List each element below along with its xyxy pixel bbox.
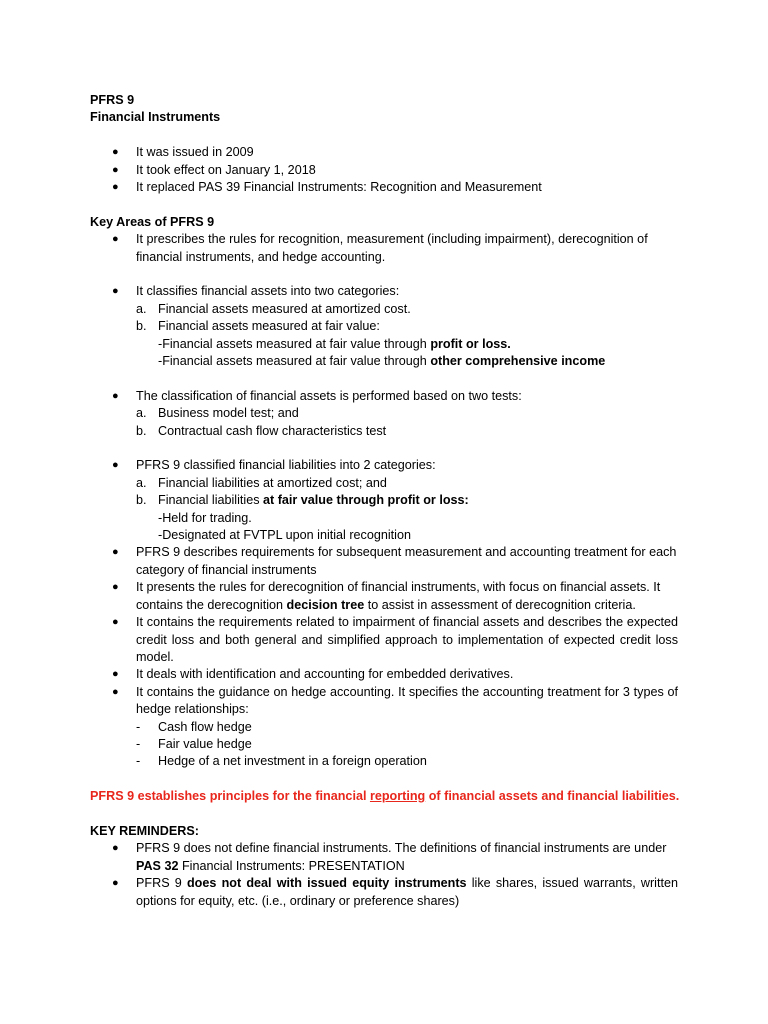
sub-list-item: a. Financial liabilities at amortized cost; and <box>136 475 387 490</box>
sub-list <box>136 405 678 440</box>
doc-title: PFRS 9 <box>90 93 135 107</box>
sub-list-item: - Fair value hedge <box>136 736 252 751</box>
list-item: ● PFRS 9 does not deal with issued equity instruments like shares, issued warrants, written options for equity, etc. (i.e., ordinary or preference shares) <box>112 876 678 908</box>
list-item: ● It deals with identification and accounting for embedded derivatives. <box>90 666 678 683</box>
sub-list <box>136 301 678 336</box>
list-item: ● PFRS 9 describes requirements for subsequent measurement and accounting treatment for each category of financial instruments <box>112 545 677 577</box>
bullet-icon: ● <box>112 546 119 559</box>
list-item: ● It took effect on January 1, 2018 <box>90 162 678 179</box>
list-item: ● It classifies financial assets into two categories: a. Financial assets measured at amortized cost. b. Financial assets measured at fair value: -Financial assets measured at fair value through profit or loss. -Financial assets measured at fair value through other comprehensive income <box>90 283 678 370</box>
sub-list-item: b. Financial assets measured at fair value: <box>136 319 380 334</box>
bullet-icon: ● <box>112 163 119 176</box>
bullet-icon: ● <box>112 685 119 698</box>
intro-bullet-list <box>90 144 678 196</box>
list-item: ● PFRS 9 classified financial liabilities into 2 categories: a. Financial liabilities at amortized cost; and b. Financial liabilities at fair value through profit or loss: -Held for trading. -Designated at FVTPL upon initial recognition <box>90 457 678 544</box>
sub-list-item: - Cash flow hedge <box>136 719 252 734</box>
document-body <box>90 92 678 910</box>
bullet-icon: ● <box>112 146 119 159</box>
sub-list-item: b. Financial liabilities at fair value through profit or loss: <box>136 493 469 508</box>
sub-list-item: a. Financial assets measured at amortized cost. <box>136 301 411 316</box>
bullet-icon: ● <box>112 616 119 629</box>
list-item: ● It presents the rules for derecognition of financial instruments, with focus on financial assets. It contains the derecognition decision tree to assist in assessment of derecognition criteria. <box>112 580 661 612</box>
bullet-icon: ● <box>112 459 119 472</box>
principle-statement: PFRS 9 establishes principles for the financial reporting of financial assets and financial liabilities. <box>90 789 680 804</box>
bullet-icon: ● <box>112 877 119 890</box>
sub-item: -Financial assets measured at fair value through other comprehensive income <box>158 354 606 369</box>
list-item: ● It was issued in 2009 <box>90 144 678 161</box>
list-item: ● PFRS 9 does not define financial instruments. The definitions of financial instruments are under PAS 32 Financial Instruments: PRESENTATION <box>112 841 667 873</box>
bullet-icon: ● <box>112 285 119 298</box>
bullet-icon: ● <box>112 581 119 594</box>
bullet-icon: ● <box>112 668 119 681</box>
key-areas-list <box>90 231 678 771</box>
key-areas-heading: Key Areas of PFRS 9 <box>90 214 215 229</box>
hedge-type-list <box>136 719 678 771</box>
sub-item: -Designated at FVTPL upon initial recognition <box>158 528 411 543</box>
sub-list-item: a. Business model test; and <box>136 406 299 421</box>
sub-list-item: - Hedge of a net investment in a foreign operation <box>136 754 427 769</box>
key-reminders-heading: KEY REMINDERS: <box>90 823 199 838</box>
list-item: ● The classification of financial assets is performed based on two tests: a. Business model test; and b. Contractual cash flow characteristics test <box>90 388 678 440</box>
bullet-icon: ● <box>112 389 119 402</box>
bullet-icon: ● <box>112 181 119 194</box>
list-item: ● It replaced PAS 39 Financial Instruments: Recognition and Measurement <box>90 179 678 196</box>
sub-list-item: b. Contractual cash flow characteristics test <box>136 423 387 438</box>
key-area-text: It prescribes the rules for recognition, measurement (including impairment), derecognition of financial instruments, and hedge accounting. <box>136 232 648 264</box>
list-item: ● It contains the requirements related to impairment of financial assets and describes the expected credit loss and both general and simplified approach to implementation of expected credit loss model. <box>112 615 678 664</box>
bullet-icon: ● <box>112 842 119 855</box>
doc-subtitle: Financial Instruments <box>90 110 221 125</box>
sub-item: -Financial assets measured at fair value through profit or loss. <box>158 336 511 351</box>
sub-list <box>136 475 678 510</box>
list-item <box>90 231 678 266</box>
reminders-list <box>90 840 678 910</box>
sub-item: -Held for trading. <box>158 510 252 525</box>
list-item: ● It contains the guidance on hedge accounting. It specifies the accounting treatment for 3 types of hedge relationships: - Cash flow hedge - Fair value hedge - Hedge of a net investment in a foreign operation <box>90 684 678 771</box>
bullet-icon: ● <box>112 233 119 246</box>
